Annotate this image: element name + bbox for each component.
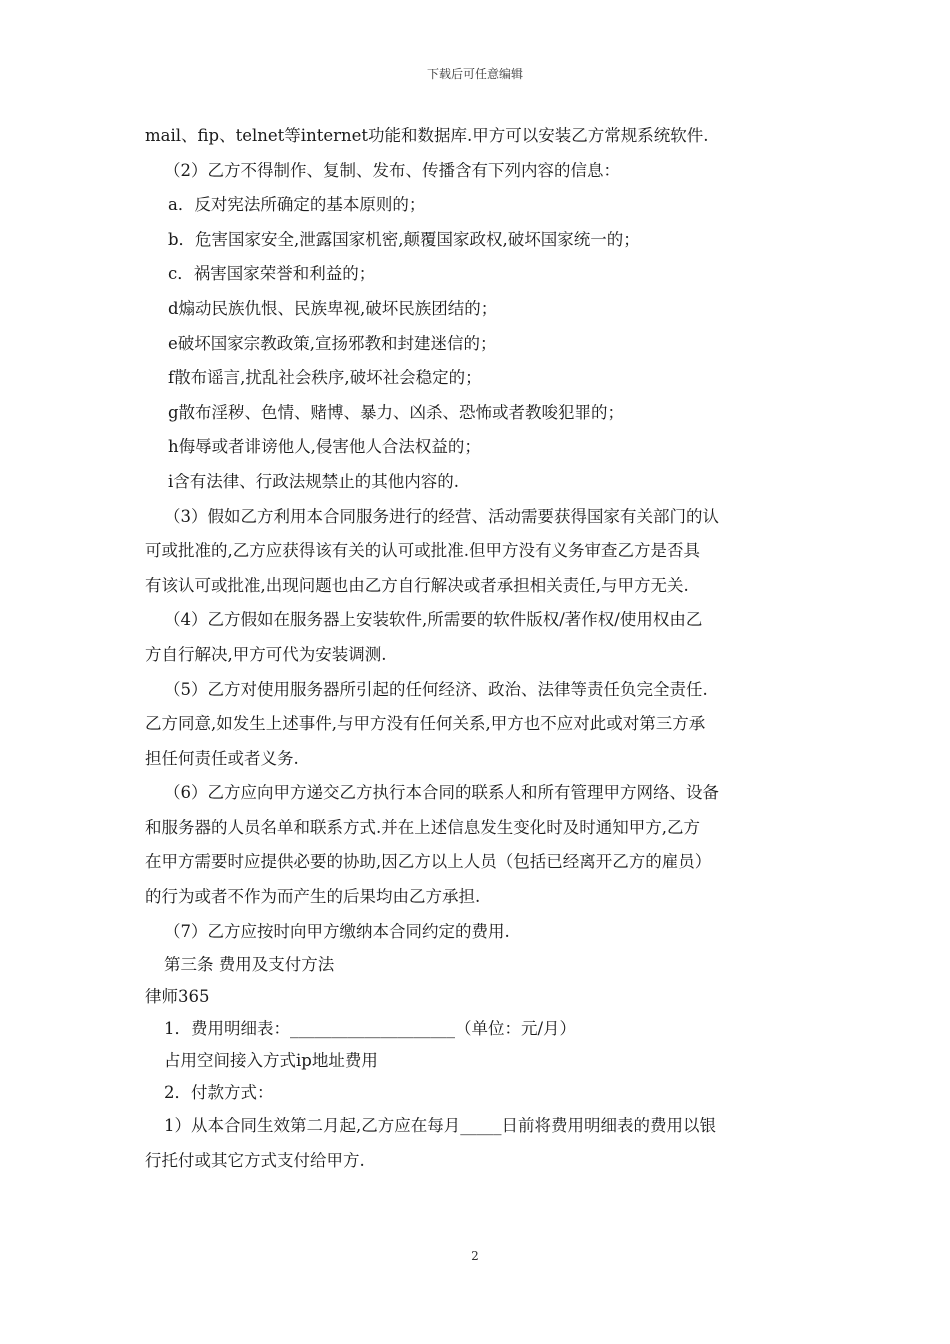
text-line: （4）乙方假如在服务器上安装软件,所需要的软件版权/著作权/使用权由乙 — [164, 610, 703, 630]
text-line: （6）乙方应向甲方递交乙方执行本合同的联系人和所有管理甲方网络、设备 — [164, 783, 719, 803]
text-line: 1）从本合同生效第二月起,乙方应在每月_____日前将费用明细表的费用以银 — [164, 1116, 716, 1136]
text-line: （7）乙方应按时向甲方缴纳本合同约定的费用. — [164, 921, 510, 941]
text-line: 担任何责任或者义务. — [145, 748, 299, 768]
text-line: 的行为或者不作为而产生的后果均由乙方承担. — [145, 887, 481, 907]
text-line: 律师365 — [145, 987, 210, 1007]
page-header: 下载后可任意编辑 — [426, 67, 523, 81]
text-line: 第三条 费用及支付方法 — [164, 955, 335, 975]
text-line: mail、fip、telnet等internet功能和数据库.甲方可以安装乙方常规系统软件. — [145, 126, 709, 145]
text-line: d煽动民族仇恨、民族卑视,破坏民族团结的； — [168, 298, 498, 318]
text-line: g散布淫秽、色情、赌博、暴力、凶杀、恐怖或者教唆犯罪的； — [168, 402, 625, 422]
text-line: b．危害国家安全,泄露国家机密,颠覆国家政权,破坏国家统一的； — [168, 229, 640, 249]
document-body — [145, 119, 815, 1178]
text-line: 1．费用明细表：____________________（单位：元/月） — [164, 1019, 577, 1039]
text-line: a．反对宪法所确定的基本原则的； — [168, 195, 426, 215]
text-line: 2．付款方式： — [164, 1083, 274, 1103]
text-line: 方自行解决,甲方可代为安装调测. — [145, 644, 387, 664]
text-line: 有该认可或批准,出现问题也由乙方自行解决或者承担相关责任,与甲方无关. — [145, 575, 689, 595]
text-line: 占用空间接入方式ip地址费用 — [164, 1051, 378, 1071]
text-line: h侮辱或者诽谤他人,侵害他人合法权益的； — [168, 437, 481, 457]
text-line: f散布谣言,扰乱社会秩序,破坏社会稳定的； — [168, 368, 482, 388]
text-line: 在甲方需要时应提供必要的协助,因乙方以上人员（包括已经离开乙方的雇员） — [145, 852, 712, 872]
text-line: e破坏国家宗教政策,宣扬邪教和封建迷信的； — [168, 333, 497, 353]
text-line: 乙方同意,如发生上述事件,与甲方没有任何关系,甲方也不应对此或对第三方承 — [145, 714, 706, 734]
text-line: 可或批准的,乙方应获得该有关的认可或批准.但甲方没有义务审查乙方是否具 — [145, 541, 700, 561]
text-line: 和服务器的人员名单和联系方式.并在上述信息发生变化时及时通知甲方,乙方 — [145, 817, 700, 837]
text-line: （2）乙方不得制作、复制、发布、传播含有下列内容的信息： — [164, 160, 620, 180]
page-number: 2 — [471, 1249, 479, 1263]
text-line: （5）乙方对使用服务器所引起的任何经济、政治、法律等责任负完全责任. — [164, 679, 708, 699]
text-line: 行托付或其它方式支付给甲方. — [145, 1150, 365, 1170]
text-line: c．祸害国家荣誉和利益的； — [168, 264, 376, 284]
text-line: i含有法律、行政法规禁止的其他内容的. — [168, 471, 460, 491]
text-line: （3）假如乙方利用本合同服务进行的经营、活动需要获得国家有关部门的认 — [164, 506, 719, 526]
